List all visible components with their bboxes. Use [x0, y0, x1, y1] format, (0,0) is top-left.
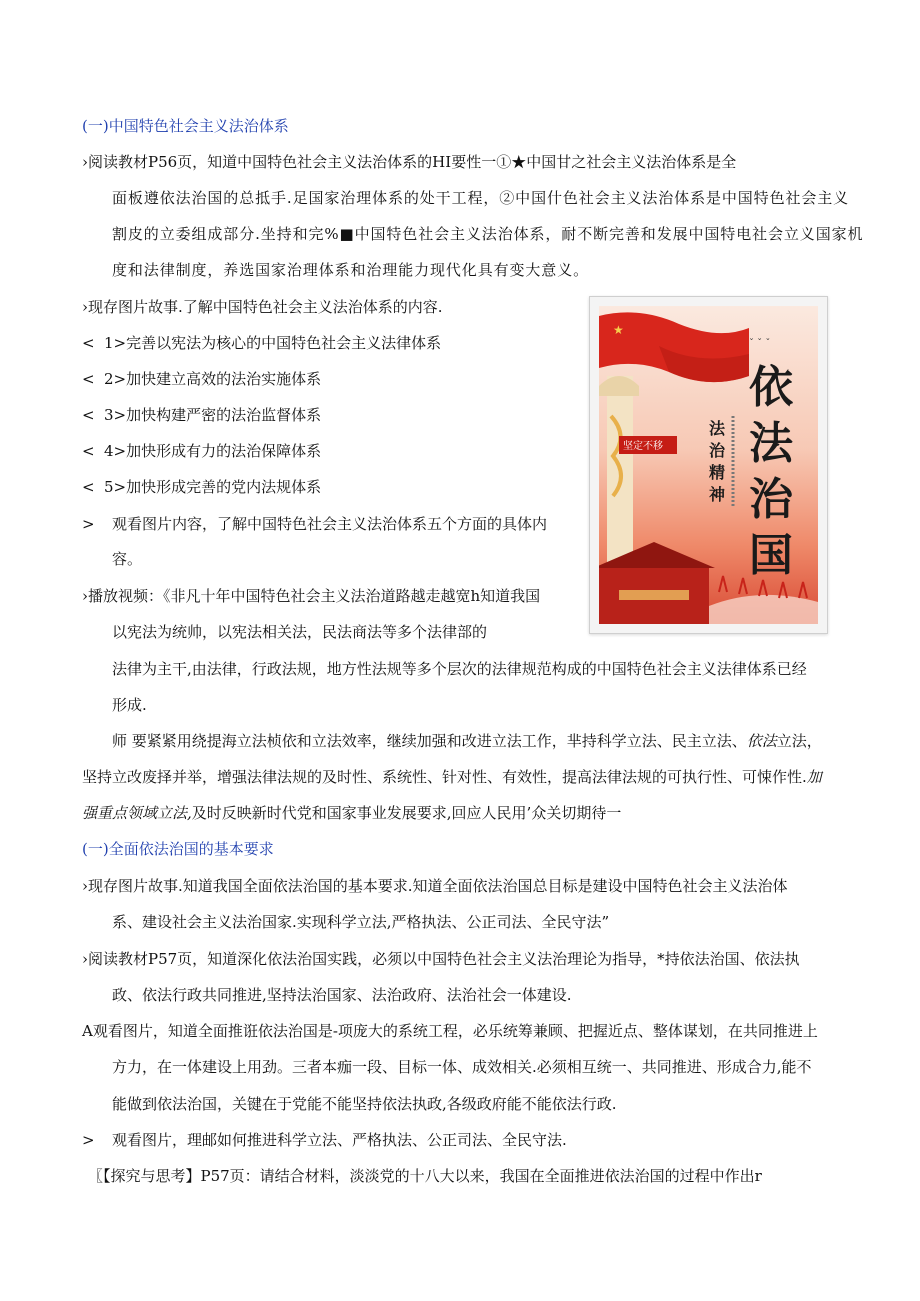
- poster-sub-char: 神: [709, 485, 726, 504]
- teacher-text: 立法，: [776, 732, 822, 750]
- teacher-emphasis: 加: [806, 768, 822, 786]
- poster-sub-char: 治: [709, 441, 726, 460]
- poster-sub-char: 法: [709, 419, 726, 438]
- poster-title-char: 法: [749, 418, 793, 469]
- list-text: 4>加快形成有力的法治保障体系: [104, 442, 322, 460]
- list-text: 3>加快构建严密的法治监督体系: [104, 406, 322, 424]
- list-text: 5>加快形成完善的党内法规体系: [104, 478, 322, 496]
- teacher-text: 师 要紧紧用绕提海立法桢依和立法效率，继续加强和改进立法工作，芈持科学立法、民主立法、: [112, 732, 747, 750]
- bullet-marker: ›: [82, 298, 88, 316]
- s1-item1-line2: 面板遵依法治国的总抵手.足国家治理体系的处干工程，②中国什色社会主义法治体系是中国特色社会主义: [112, 189, 850, 207]
- bullet-marker: ›: [82, 587, 88, 605]
- s1-item4-line4: 形成.: [112, 696, 147, 714]
- s1-item4-text1: 播放视频：《非凡十年中国特色社会主义法治道路越走越宽h知道我国: [88, 587, 541, 605]
- s1-item3-line1: [82, 514, 547, 534]
- s1-item4-line2: 以宪法为统帅，以宪法相关法，民法商法等多个法律部的: [112, 623, 488, 641]
- s2-item3-line2: 方力，在一体建设上用劲。三者本痂一段、目标一体、成效相关.必须相互统一、共同推进、形成合力,能不: [112, 1058, 812, 1076]
- poster-badge-text: 坚定不移: [623, 441, 663, 452]
- bullet-marker: ›: [82, 877, 88, 895]
- s2-item1-line1: [82, 876, 788, 896]
- list-marker: <: [82, 478, 95, 496]
- bullet-marker: ›: [82, 153, 88, 171]
- bullet-marker: A: [82, 1022, 93, 1040]
- list-marker: <: [82, 406, 95, 424]
- poster-illustration: [599, 306, 818, 624]
- teacher-line3: [82, 803, 621, 823]
- s2-item2-line2: 政、依法行政共同推进,坚持法治国家、法治政府、法治社会一体建设.: [112, 986, 572, 1004]
- bullet-marker: >: [82, 1131, 95, 1149]
- list-item: [82, 441, 321, 461]
- s1-item3-line2: 容。: [112, 550, 143, 568]
- section2-heading: (一)全面依法治国的基本要求: [82, 840, 274, 858]
- section1-heading: (一)中国特色社会主义法治体系: [82, 117, 289, 135]
- s2-item3-line1: [82, 1021, 818, 1041]
- list-item: [82, 333, 441, 353]
- s2-item3-text1: 观看图片，知道全面推诳依法治国是-项庞大的系统工程，必乐统筹兼顾、把握近点、整体谋划，在共同推进上: [92, 1022, 818, 1040]
- s2-item4: [82, 1130, 567, 1150]
- poster-title-char: 国: [749, 530, 793, 581]
- list-marker: <: [82, 334, 95, 352]
- list-item: [82, 477, 321, 497]
- s1-item4-line1: [82, 586, 540, 606]
- svg-text:★: ★: [613, 323, 624, 337]
- list-item: [82, 405, 321, 425]
- teacher-text: 坚持立改废择并举，增强法律法规的及时性、系统性、针对性、有效性，提高法律法规的可执行性、可悚作性.: [82, 768, 807, 786]
- poster-title-char: 治: [749, 474, 793, 525]
- list-marker: <: [82, 370, 95, 388]
- poster-title-char: 依: [749, 362, 793, 413]
- poster-image: [589, 296, 828, 634]
- list-text: 1>完善以宪法为核心的中国特色社会主义法律体系: [104, 334, 442, 352]
- teacher-text: 及时反映新时代党和国家事业发展要求,回应人民用’众关切期待一: [191, 804, 622, 822]
- s2-item1-line2: 系、建设社会主义法治国家.实现科学立法,严格执法、公正司法、全民守法”: [112, 913, 610, 931]
- list-marker: <: [82, 442, 95, 460]
- teacher-line2: [82, 767, 822, 787]
- explore-question: 〖【探究与思考】P57页：请结合材料，淡淡党的十八大以来，我国在全面推进依法治国的过程中作出r: [88, 1167, 762, 1185]
- s1-item3-text1: 观看图片内容，了解中国特色社会主义法治体系五个方面的具体内: [112, 515, 548, 533]
- bullet-marker: >: [82, 515, 95, 533]
- poster-sub-char: 精: [709, 463, 726, 482]
- poster-artwork: [599, 306, 818, 624]
- s1-item1-line3: 割皮的立委组成部分.坐持和完%■中国特色社会主义法治体系，耐不断完善和发展中国特电社会立义国家机: [112, 225, 864, 243]
- s1-item1-line4: 度和法律制度，养选国家治理体系和治理能力现代化具有变大意义。: [112, 261, 590, 279]
- s1-item2-text: 现存图片故事.了解中国特色社会主义法治体系的内容.: [88, 298, 443, 316]
- bullet-marker: ›: [82, 950, 88, 968]
- teacher-emphasis: 强重点领域立法,: [82, 804, 192, 822]
- s2-item2-text1: 阅读教材P57页，知道深化依法治国实践，必须以中国特色社会主义法治理论为指导，*持依法治国、依法执: [88, 950, 800, 968]
- s1-item1-text1: 阅读教材P56页，知道中国特色社会主义法治体系的HI要性一①★中国甘之社会主义法治体系是全: [88, 153, 737, 171]
- teacher-emphasis: 依法: [746, 732, 777, 750]
- s2-item4-text: 观看图片，理邮如何推进科学立法、严格执法、公正司法、全民守法.: [112, 1131, 567, 1149]
- s1-item1-line1: [82, 152, 736, 172]
- svg-text:ˇ ˇ ˇ: ˇ ˇ ˇ: [749, 338, 771, 349]
- list-text: 2>加快建立高效的法治实施体系: [104, 370, 322, 388]
- s1-item4-line3: 法律为主干,由法律，行政法规，地方性法规等多个层次的法律规范构成的中国特色社会主义法律体系已经: [112, 660, 807, 678]
- s2-item3-line3: 能做到依法治国，关键在于党能不能坚持依法执政,各级政府能不能依法行政.: [112, 1095, 617, 1113]
- s1-item2: [82, 297, 443, 317]
- s2-item1-text1: 现存图片故事.知道我国全面依法治国的基本要求.知道全面依法治国总目标是建设中国特色社会主义法治体: [88, 877, 788, 895]
- list-item: [82, 369, 321, 389]
- s2-item2-line1: [82, 949, 800, 969]
- teacher-line1: [112, 731, 822, 751]
